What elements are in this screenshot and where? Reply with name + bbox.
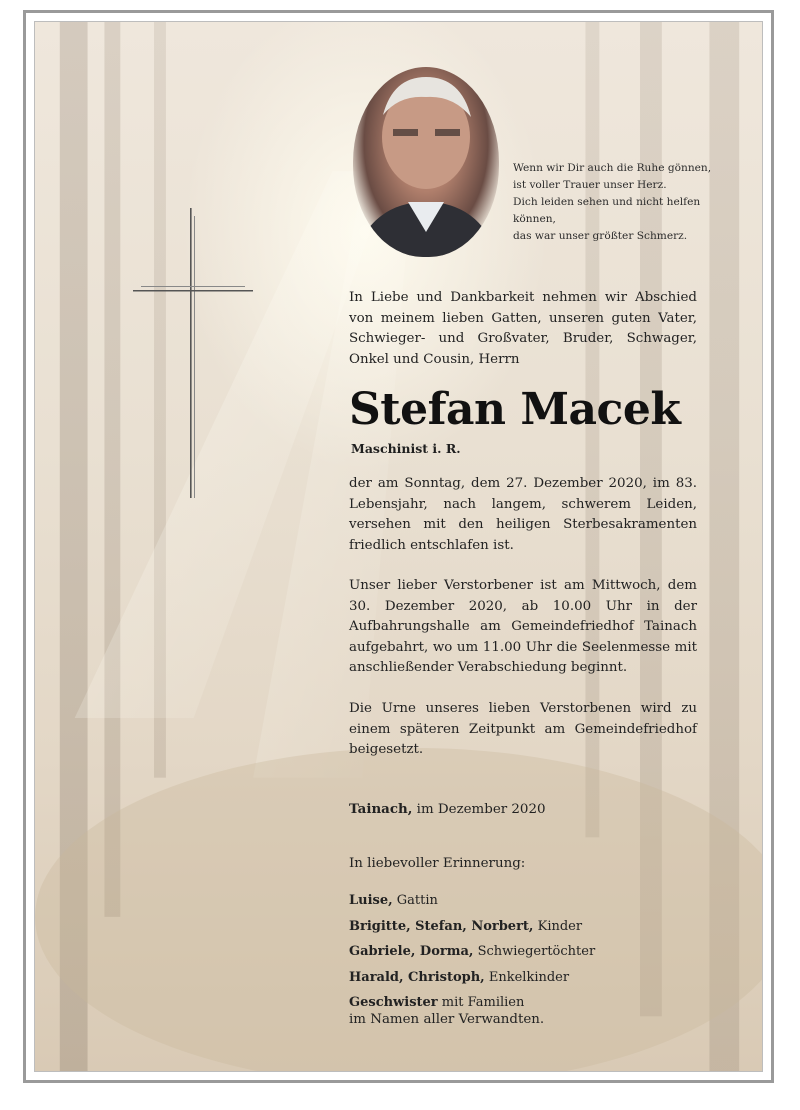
list-item: Brigitte, Stefan, Norbert, Kinder xyxy=(349,918,583,934)
date: im Dezember 2020 xyxy=(412,802,546,817)
intro-text: In Liebe und Dankbarkeit nehmen wir Abschied von meinem lieben Gatten, unseren guten Vater, Schwieger- und Großvater, Bruder, Schwager, Onkel und Cousin, Herrn xyxy=(349,290,697,367)
list-item: Gabriele, Dorma, Schwiegertöchter xyxy=(349,944,596,959)
notice-frame xyxy=(23,10,774,1083)
quote-line: Wenn wir Dir auch die Ruhe gönnen, xyxy=(513,162,712,174)
closing-line: im Namen aller Verwandten. xyxy=(349,1012,545,1027)
deceased-name: Stefan Macek xyxy=(349,384,681,435)
list-item: Luise, Gattin xyxy=(349,893,438,908)
memorial-quote xyxy=(513,160,743,245)
memorial-heading: In liebevoller Erinnerung: xyxy=(349,856,526,871)
place: Tainach, xyxy=(349,801,413,817)
list-item: Harald, Christoph, Enkelkinder xyxy=(349,969,570,985)
quote-line: ist voller Trauer unser Herz. xyxy=(513,179,667,191)
portrait-photo xyxy=(353,67,499,257)
quote-line: das war unser größter Schmerz. xyxy=(513,230,688,242)
urn-paragraph: Die Urne unseres lieben Verstorbenen wird zu einem späteren Zeitpunkt am Gemeindefriedhof beigesetzt. xyxy=(349,701,697,757)
background-panel xyxy=(34,21,763,1072)
cross-icon xyxy=(133,208,253,498)
mourners-list xyxy=(349,888,595,1016)
quote-line: Dich leiden sehen und nicht helfen können, xyxy=(513,196,701,225)
list-item: Geschwister mit Familien xyxy=(349,995,525,1010)
death-paragraph: der am Sonntag, dem 27. Dezember 2020, im 83. Lebensjahr, nach langem, schwerem Leiden, versehen mit den heiligen Sterbesakramenten friedlich entschlafen ist. xyxy=(349,476,697,553)
deceased-title: Maschinist i. R. xyxy=(351,441,461,456)
place-date xyxy=(349,801,546,817)
funeral-paragraph: Unser lieber Verstorbener ist am Mittwoch, dem 30. Dezember 2020, ab 10.00 Uhr in der Aufbahrungshalle am Gemeindefriedhof Tainach aufgebahrt, wo um 11.00 Uhr die Seelenmesse mit anschließender Verabschiedung beginnt. xyxy=(349,578,697,675)
